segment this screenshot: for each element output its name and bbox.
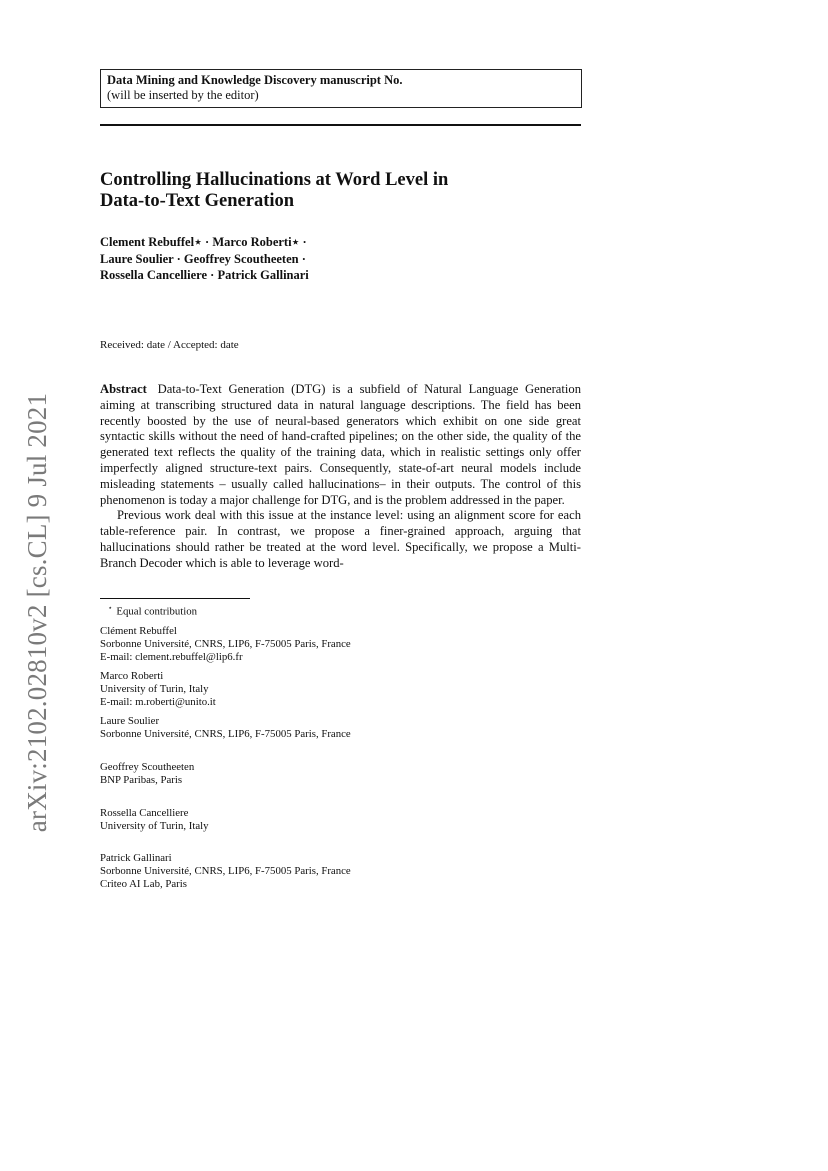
affiliation-name: Geoffrey Scoutheeten [100,761,195,773]
affiliation-institution: Sorbonne Université, CNRS, LIP6, F-75005 Paris, France [100,728,351,740]
footnotes [100,602,581,625]
footnote-symbol: ⋆ [108,604,113,612]
affiliation-block [100,807,581,833]
header-rule [100,124,581,126]
paper-title [100,170,581,212]
affiliation-institution: Sorbonne Université, CNRS, LIP6, F-75005 Paris, France [100,865,351,877]
affiliation-name: Marco Roberti [100,670,164,682]
arxiv-identifier-text: arXiv:2102.02810v2 [cs.CL] 9 Jul 2021 [22,392,53,832]
author-list [100,234,581,284]
affiliation-name: Clément Rebuffel [100,625,177,637]
author-line-1: Clement Rebuffel⋆ · Marco Roberti⋆ · [100,235,307,249]
footnote-text: Equal contribution [116,605,198,618]
affiliation-email: E-mail: m.roberti@unito.it [100,696,216,708]
footnote-rule [100,598,250,599]
affiliation-extra: Criteo AI Lab, Paris [100,878,187,890]
affiliation-institution: BNP Paribas, Paris [100,774,183,786]
journal-subtitle: (will be inserted by the editor) [107,88,259,102]
affiliation-email: E-mail: clement.rebuffel@lip6.fr [100,651,243,663]
author-line-2: Laure Soulier · Geoffrey Scoutheeten · [100,251,306,266]
author-line-3: Rossella Cancelliere · Patrick Gallinari [100,268,309,282]
affiliation-name: Laure Soulier [100,715,160,727]
affiliation-block [100,715,581,741]
affiliation-institution: University of Turin, Italy [100,820,209,832]
journal-header-box [100,69,582,108]
affiliation-institution: University of Turin, Italy [100,683,209,695]
affiliation-name: Patrick Gallinari [100,852,172,864]
paper-title-line-2: Data-to-Text Generation [100,191,295,211]
equal-contribution-footnote [100,602,581,619]
journal-title: Data Mining and Knowledge Discovery manuscript No. [107,73,403,87]
affiliation-block [100,852,581,891]
affiliation-block [100,670,581,709]
affiliation-institution: Sorbonne Université, CNRS, LIP6, F-75005 Paris, France [100,638,351,650]
abstract-heading: Abstract [100,382,147,396]
arxiv-identifier-stamp [16,384,60,840]
abstract-paragraph-1 [100,382,581,508]
received-accepted-line: Received: date / Accepted: date [100,339,239,351]
affiliation-block [100,625,581,664]
abstract-paragraph-1-text: Data-to-Text Generation (DTG) is a subfield of Natural Language Generation aiming at transcribing structured data in natural language descriptions. The field has been recently boosted by the use of neural-based generators which exhibit on one side great syntactic skills without the need of hand-crafted pipelines; on the other side, the quality of the generated text reflects the quality of the training data, which in realistic settings only offer imperfectly aligned structure-text pairs. Consequently, state-of-art neural models include misleading statements – usually called hallucinations– in their outputs. The control of this phenomenon is today a major challenge for DTG, and is the problem addressed in the paper. [100,382,581,507]
paper-title-line-1: Controlling Hallucinations at Word Level in [100,170,449,190]
affiliation-name: Rossella Cancelliere [100,807,189,819]
affiliation-block [100,761,581,787]
abstract [100,382,581,572]
abstract-paragraph-2: Previous work deal with this issue at the instance level: using an alignment score for each table-reference pair. In contrast, we propose a finer-grained approach, arguing that hallucinations should rather be treated at the word level. Specifically, we propose a Multi-Branch Decoder which is able to leverage word- [100,508,581,570]
